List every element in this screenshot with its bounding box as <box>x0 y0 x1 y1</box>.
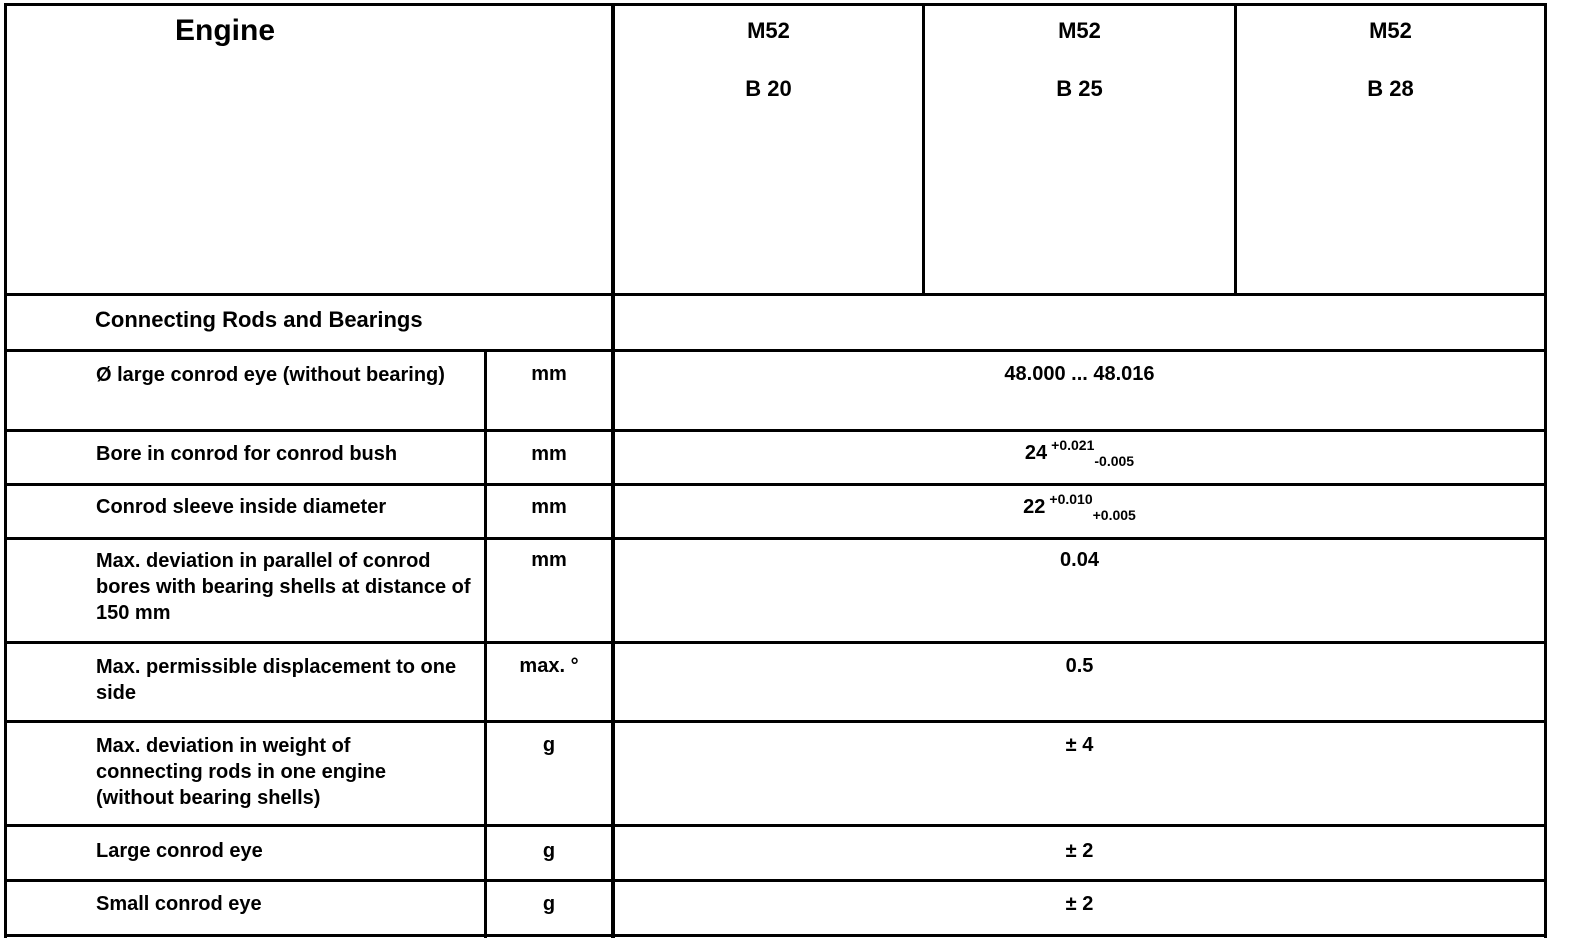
tolerance-upper: +0.010 <box>1049 491 1093 507</box>
row-value: ± 2 <box>1065 893 1094 915</box>
table-border-top <box>4 3 1547 6</box>
row-line <box>4 429 1547 432</box>
row-line <box>4 349 1547 352</box>
row-label: Conrod sleeve inside diameter <box>96 496 387 518</box>
row-unit: mm <box>531 496 567 518</box>
row-value: 0.5 <box>1065 655 1094 677</box>
tolerance-lower: +0.005 <box>1092 507 1136 523</box>
column-header-variant: B 25 <box>1056 76 1103 101</box>
tolerance-base: 22 <box>1023 496 1046 518</box>
row-label: Ø large conrod eye (without bearing) <box>96 364 445 386</box>
divider-col-3 <box>1234 3 1237 296</box>
section-title: Connecting Rods and Bearings <box>95 307 423 332</box>
row-value: 48.000 ... 48.016 <box>1004 363 1155 385</box>
table-border-right <box>1544 3 1547 938</box>
table-border-left <box>4 3 7 938</box>
row-line <box>4 537 1547 540</box>
row-unit: mm <box>531 549 567 571</box>
row-label: Max. deviation in weight of connecting rods in one engine (without bearing shells) <box>96 735 387 809</box>
row-line <box>4 483 1547 486</box>
row-unit: max. ° <box>519 655 579 677</box>
column-header-variant: B 20 <box>745 76 792 101</box>
tolerance-lower: -0.005 <box>1094 453 1135 469</box>
row-label: Max. deviation in parallel of conrod bores with bearing shells at distance of 150 mm <box>96 550 471 624</box>
tolerance-base: 24 <box>1024 442 1048 464</box>
row-label: Max. permissible displacement to one side <box>96 656 457 704</box>
row-line <box>4 641 1547 644</box>
row-line <box>4 293 1547 296</box>
row-value <box>615 491 1544 523</box>
column-header-model: M52 <box>1369 18 1412 43</box>
row-unit: g <box>542 734 556 756</box>
row-label: Bore in conrod for conrod bush <box>96 443 398 465</box>
tolerance-upper: +0.021 <box>1051 437 1095 453</box>
row-value: 0.04 <box>1060 549 1099 571</box>
row-unit: mm <box>531 363 567 385</box>
row-value: ± 2 <box>1065 840 1094 862</box>
divider-col-2 <box>922 3 925 296</box>
row-unit: g <box>542 840 556 862</box>
row-value: ± 4 <box>1065 734 1094 756</box>
table-border-bottom <box>4 934 1547 937</box>
column-header-model: M52 <box>747 18 790 43</box>
row-value <box>615 437 1544 469</box>
row-unit: mm <box>531 443 567 465</box>
divider-main <box>611 3 615 938</box>
row-label: Large conrod eye <box>96 840 263 862</box>
row-label: Small conrod eye <box>96 893 262 915</box>
column-header-variant: B 28 <box>1367 76 1414 101</box>
row-unit: g <box>542 893 556 915</box>
row-line <box>4 824 1547 827</box>
row-line <box>4 720 1547 723</box>
row-line <box>4 879 1547 882</box>
engine-header: Engine <box>175 14 276 47</box>
column-header-model: M52 <box>1058 18 1101 43</box>
